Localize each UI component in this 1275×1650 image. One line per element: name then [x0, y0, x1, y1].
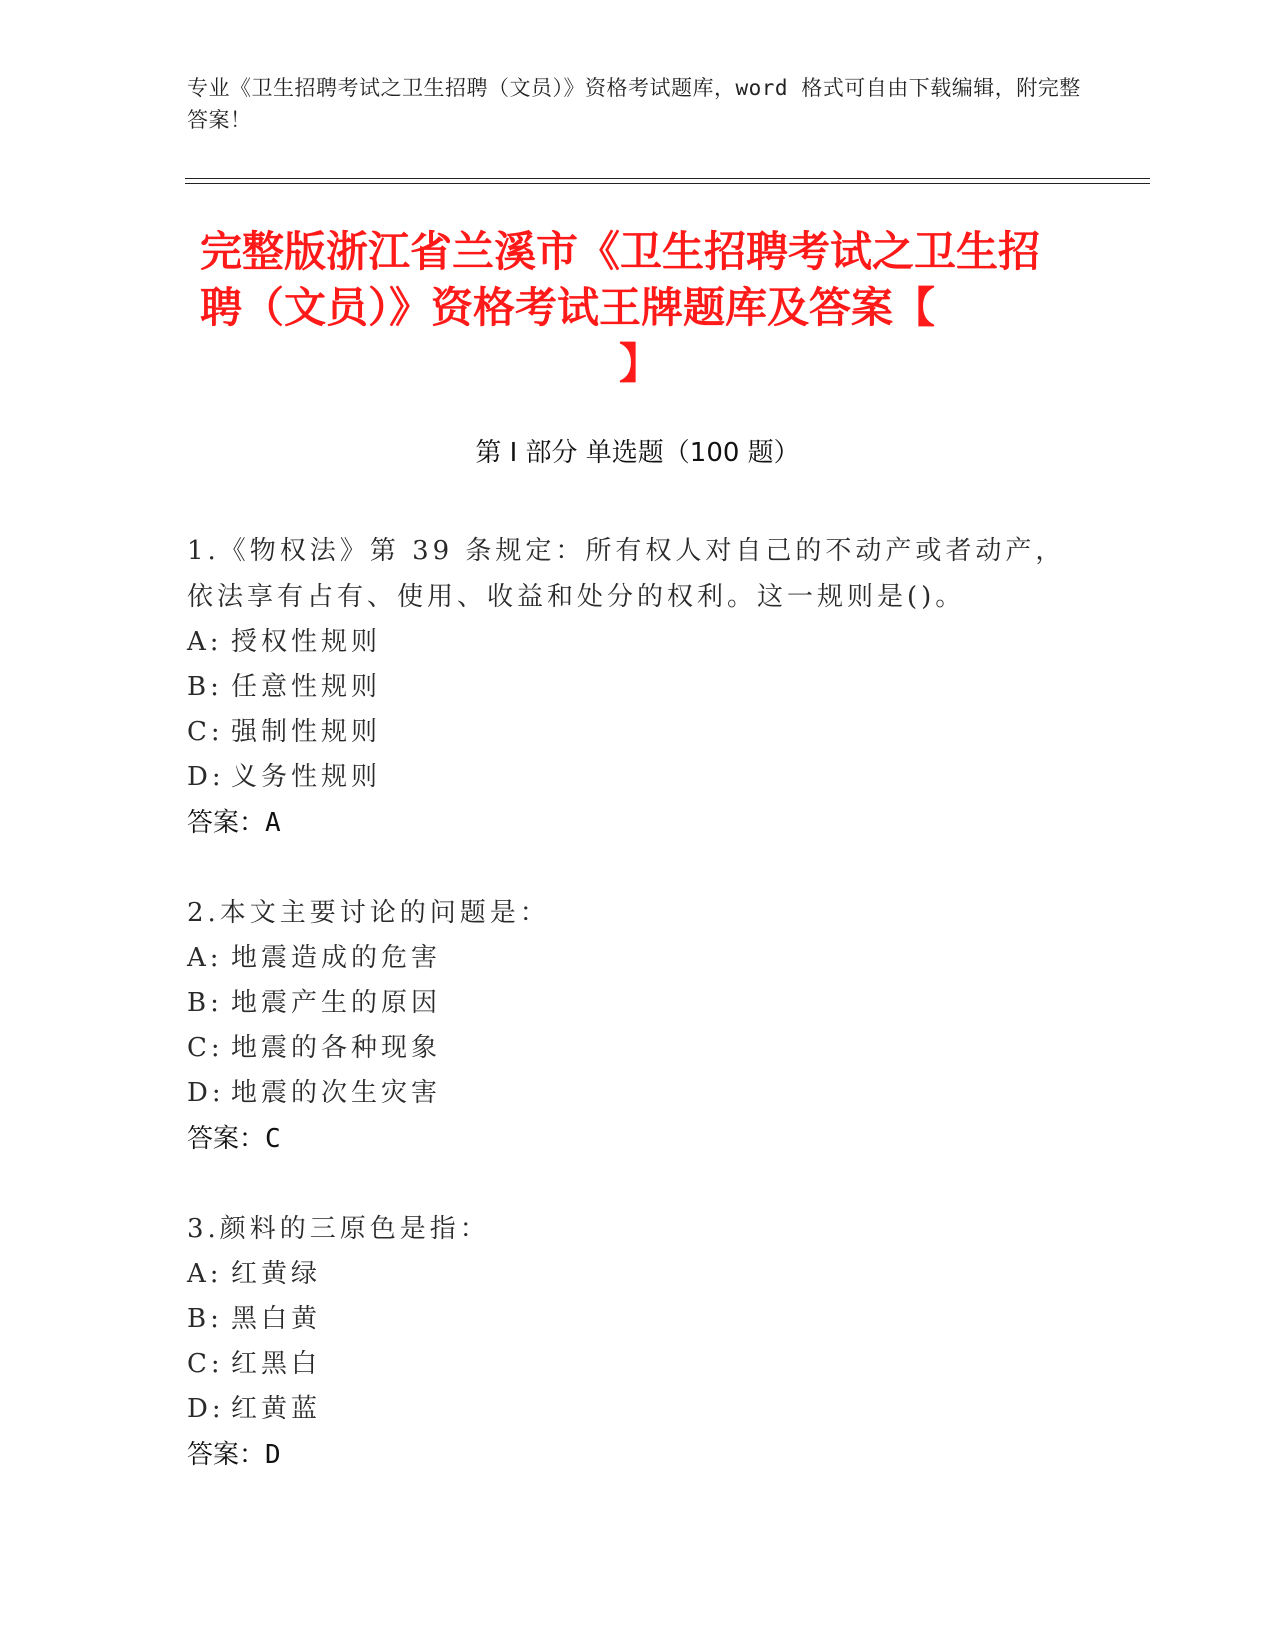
question-list [187, 528, 1087, 1522]
answer-line [187, 1116, 1087, 1162]
document-title-tail: 】 [618, 339, 661, 388]
option-key: C: [187, 1349, 224, 1379]
option-b [187, 1297, 1087, 1342]
option-text: 地震的各种现象 [231, 1033, 442, 1063]
option-c [187, 710, 1087, 755]
option-text: 强制性规则 [231, 717, 382, 747]
option-key: D: [187, 762, 225, 792]
option-key: A: [187, 627, 223, 657]
answer-value: D [265, 1440, 281, 1470]
option-text: 任意性规则 [231, 672, 382, 702]
document-title-main: 完整版浙江省兰溪市《卫生招聘考试之卫生招聘（文员）》资格考试王牌题库及答案【 [200, 227, 1041, 332]
option-a [187, 620, 1087, 665]
answer-label: 答案： [187, 1124, 266, 1154]
option-b [187, 665, 1087, 710]
option-text: 授权性规则 [231, 627, 382, 657]
option-text: 红黑白 [231, 1349, 322, 1379]
option-key: B: [187, 672, 223, 702]
option-key: A: [187, 1259, 223, 1289]
option-key: D: [187, 1394, 225, 1424]
answer-line [187, 1432, 1087, 1478]
option-text: 黑白黄 [231, 1304, 322, 1334]
answer-line [187, 800, 1087, 846]
option-b [187, 981, 1087, 1026]
header-rule-bottom [185, 183, 1150, 184]
option-key: C: [187, 1033, 224, 1063]
section-heading: 第 I 部分 单选题（100 题） [475, 438, 800, 468]
answer-value: A [265, 808, 281, 838]
option-c [187, 1342, 1087, 1387]
question-stem: 1.《物权法》第 39 条规定：所有权人对自己的不动产或者动产，依法享有占有、使用、收益和处分的权利。这一规则是()。 [187, 536, 1066, 612]
option-d [187, 1387, 1087, 1432]
option-key: B: [187, 988, 223, 1018]
option-d [187, 755, 1087, 800]
option-text: 红黄蓝 [231, 1394, 322, 1424]
option-key: D: [187, 1078, 225, 1108]
question-2 [187, 890, 1087, 1162]
answer-value: C [265, 1124, 281, 1154]
question-3 [187, 1206, 1087, 1478]
question-stem: 3.颜料的三原色是指： [187, 1214, 490, 1244]
document-title [200, 224, 1080, 392]
answer-label: 答案： [187, 1440, 266, 1470]
question-stem: 2.本文主要讨论的问题是： [187, 898, 550, 928]
answer-label: 答案： [187, 808, 266, 838]
option-key: A: [187, 943, 223, 973]
option-text: 地震造成的危害 [231, 943, 442, 973]
option-a [187, 1252, 1087, 1297]
header-note: 专业《卫生招聘考试之卫生招聘（文员）》资格考试题库，word 格式可自由下载编辑，附完整答案！ [187, 76, 1081, 132]
option-text: 地震产生的原因 [231, 988, 442, 1018]
option-text: 地震的次生灾害 [231, 1078, 442, 1108]
option-key: C: [187, 717, 224, 747]
option-key: B: [187, 1304, 223, 1334]
option-text: 红黄绿 [231, 1259, 322, 1289]
option-a [187, 936, 1087, 981]
option-c [187, 1026, 1087, 1071]
header-rule-top [185, 178, 1150, 179]
option-d [187, 1071, 1087, 1116]
question-1 [187, 528, 1087, 846]
option-text: 义务性规则 [231, 762, 382, 792]
